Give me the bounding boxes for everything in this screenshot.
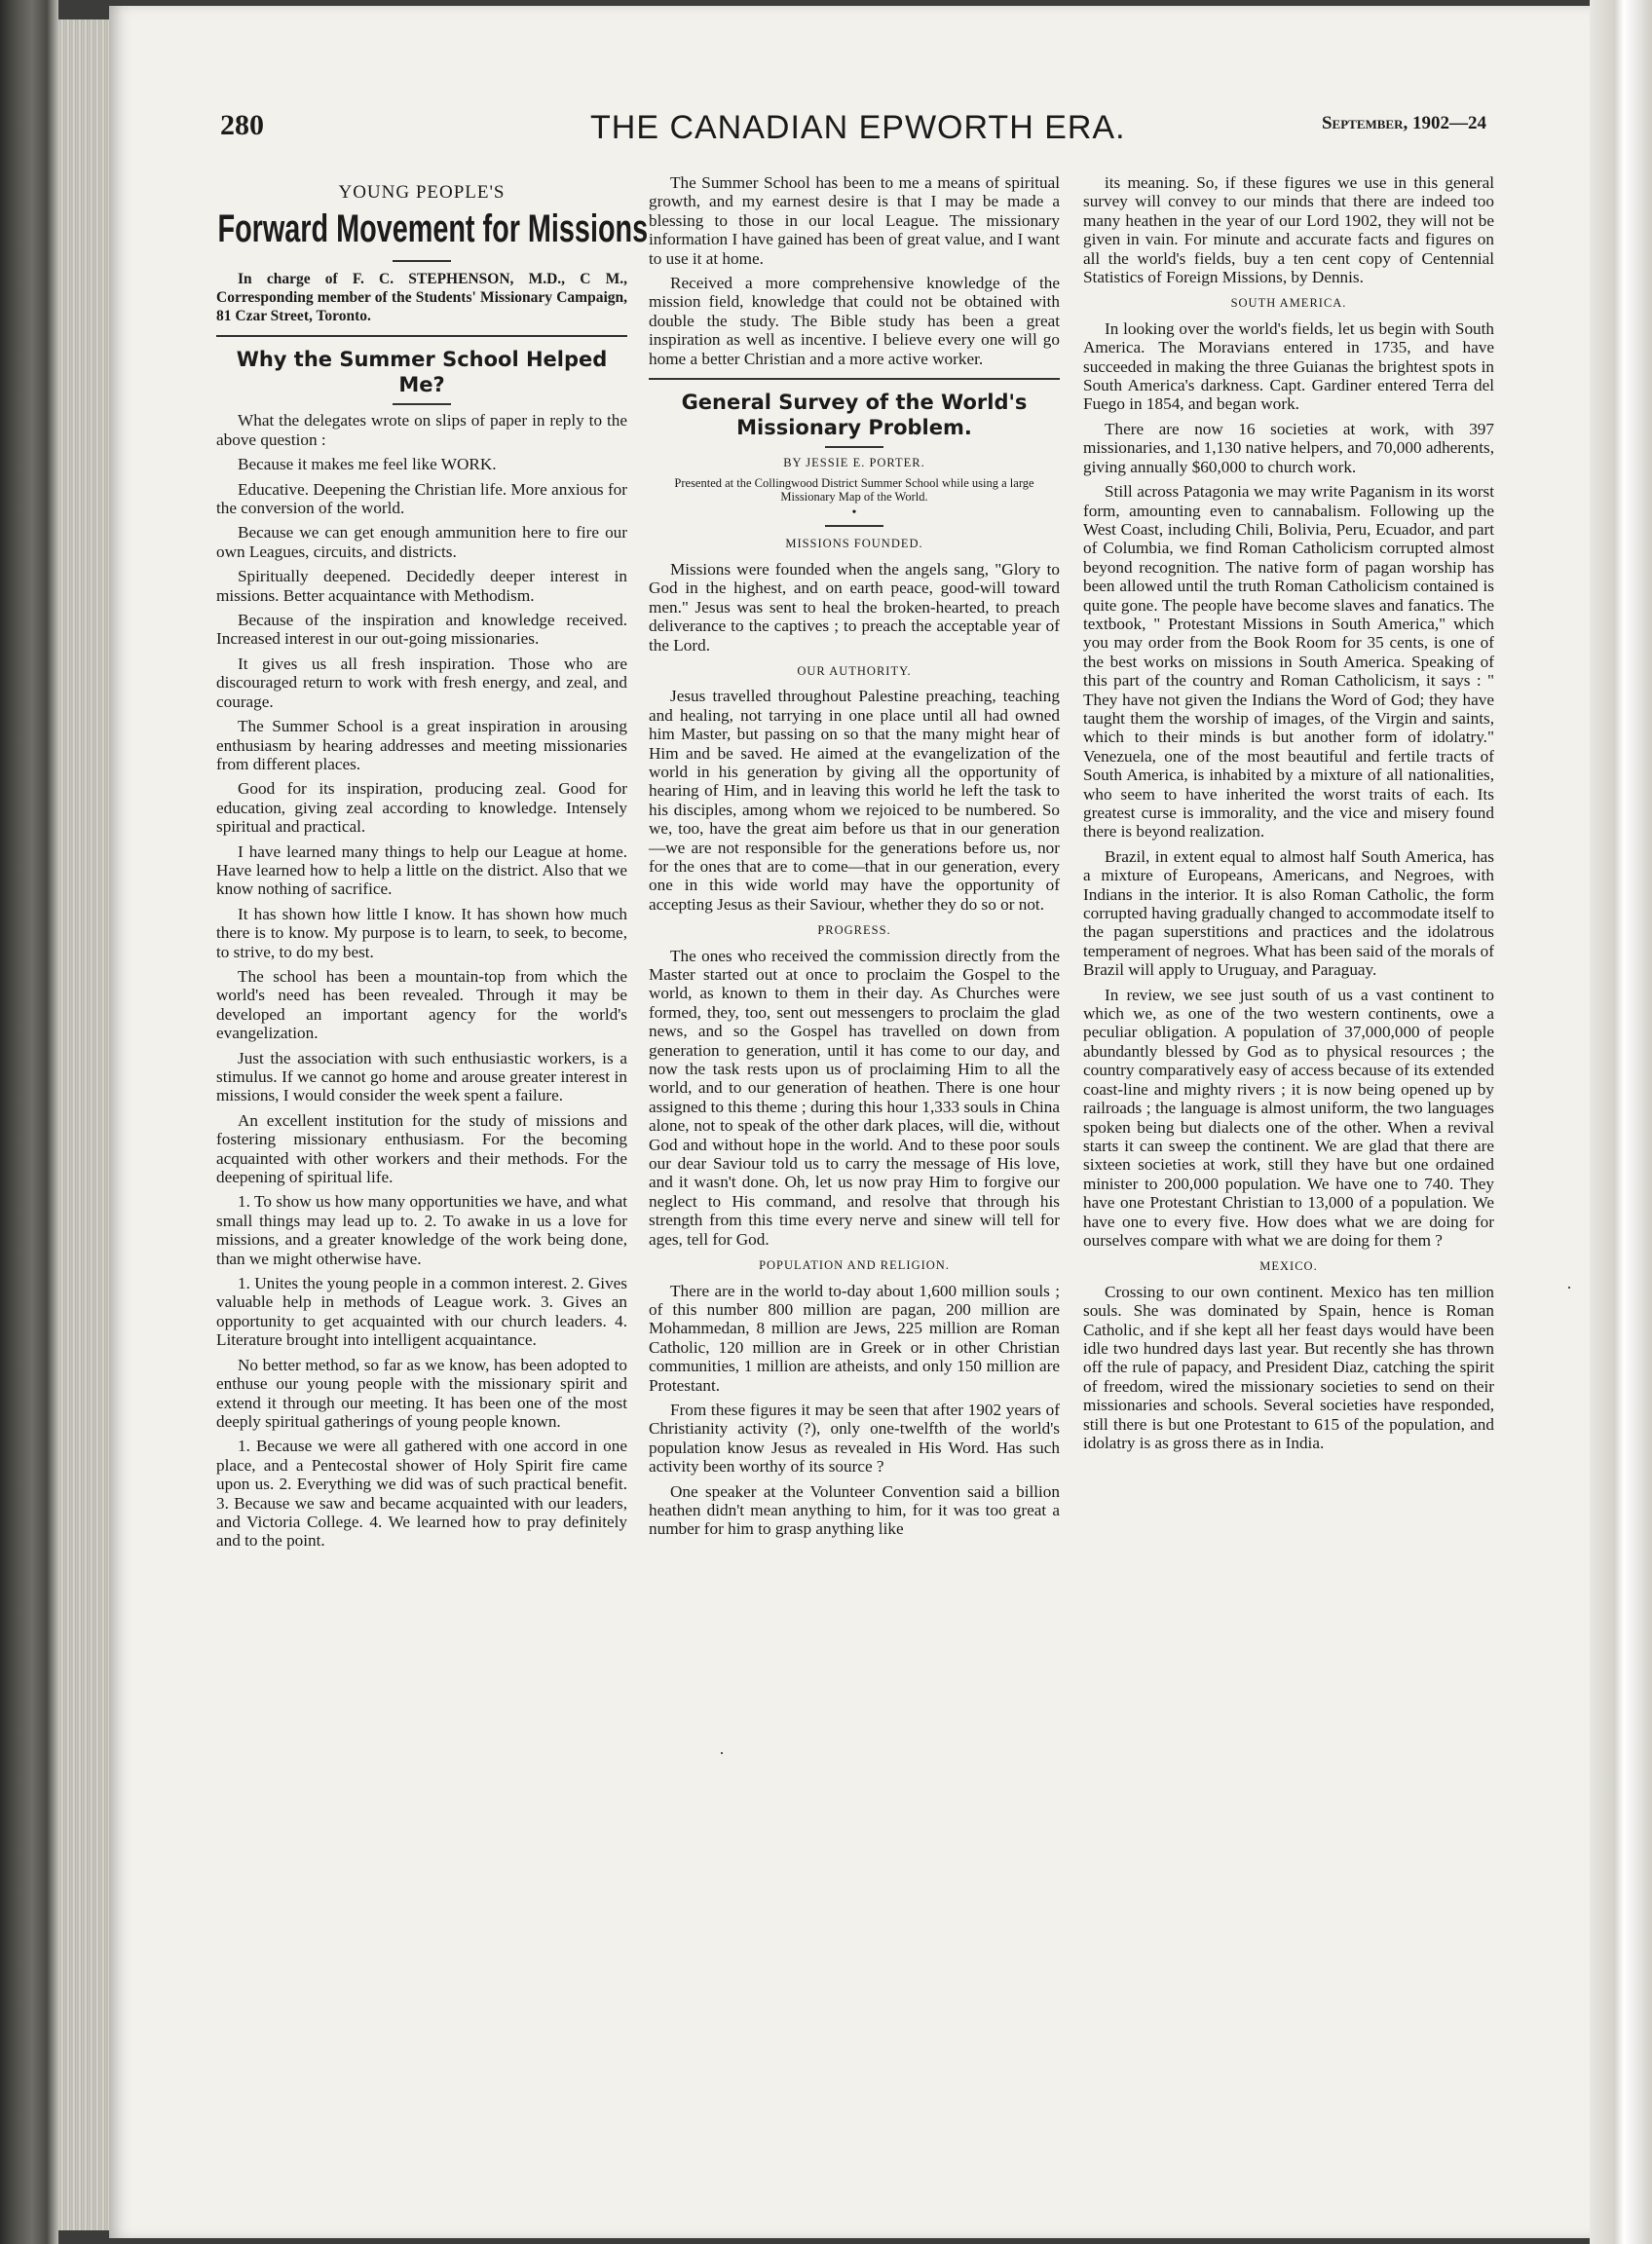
right-margin-edge <box>1590 0 1652 2244</box>
article-title: Why the Summer School Helped Me? <box>236 348 608 397</box>
page-number: 280 <box>220 109 264 141</box>
paragraph: The ones who received the commission directly from the Master started out at once to proclaim the Gospel to the world, as known to them in their day. As Churches were formed, they, too, sent out messengers to proclaim the glad news, and so the Gospel has travelled on down from generation to generation, until it has come to our day, and now the task rests upon us of proclaiming Him to all the world, and to our generation of heathen. There is one hour assigned to this theme ; during this hour 1,333 souls in China alone, not to speak of the other dark places, will die, without God and without hope in the world. And to these poor souls our dear Saviour told us to carry the message of His love, and it wasn't done. Oh, let us now pray Him to forgive our neglect to His command, and resolve that through his strength from this time every nerve and sinew will tell for ages, tell for God. <box>649 946 1060 1249</box>
page-stack-edge <box>58 19 115 2230</box>
paragraph: Jesus travelled throughout Palestine preaching, teaching and healing, not tarrying in one place until all had owned him Master, but passing on so that the many might hear of Him and be saved. He aimed at the evangelization of the world in his generation by giving all the opportunity of hearing of Him, and in leaving this world he left the task to his disciples, among whom we rejoiced to be numbered. So we, too, have the great aim before us that in our generation—we are not responsible for the generations before us, nor for the ones that are to come—that in our generation, every one in this wide world may have the opportunity of accepting Jesus as their Saviour, whether they do so or not. <box>649 687 1060 914</box>
paragraph: 1. To show us how many opportunities we have, and what small things may lead up to. 2. To awake in us a love for missions, and a greater knowledge of the work being done, than we might otherwise have. <box>216 1192 627 1268</box>
paragraph: 1. Because we were all gathered with one accord in one place, and a Pentecostal shower of Holy Spirit fire came upon us. 2. Everything we did was of such practical benefit. 3. Because we saw and became acquainted with our leaders, and Victoria College. 4. We learned how to pray definitely and to the point. <box>216 1437 627 1551</box>
section-heading: MISSIONS FOUNDED. <box>785 537 923 551</box>
paragraph: Spiritually deepened. Decidedly deeper interest in missions. Better acquaintance with Methodism. <box>216 567 627 605</box>
section-heading: MEXICO. <box>1259 1259 1318 1274</box>
paragraph: The school has been a mountain-top from which the world's need has been revealed. Through it may be developed an important agency for the world's evangelization. <box>216 966 627 1043</box>
paragraph: It gives us all fresh inspiration. Those who are discouraged return to work with fresh energy, and zeal, and courage. <box>216 654 627 711</box>
paragraph: The Summer School has been to me a means of spiritual growth, and my earnest desire is that I may be made a blessing to those in our local League. The missionary information I have gained has been of great value, and I want to use it at home. <box>649 173 1060 268</box>
issue-date: September, 1902—24 <box>1321 113 1486 133</box>
article-sections <box>1083 294 1494 1452</box>
divider <box>825 446 883 448</box>
paragraph: Still across Patagonia we may write Paganism in its worst form, amounting even to cannabalism. Following up the West Coast, including Chili, Bolivia, Peru, Ecuador, and part of Columbia, we find Roman Catholicism corrupted almost beyond recognition. The native form of pagan worship has been allowed until the truth Roman Catholicism contained is quite gone. The people have become slaves and fanatics. The textbook, " Protestant Missions in South America," which you may order from the Book Room for 35 cents, is one of the best works on missions in South America. Speaking of this part of the country and Roman Catholicism, it says : " They have not given the Indians the Word of God; they have taught them the worship of images, of the Virgin and saints, which to their minds is but another form of idolatry." Venezuela, one of the most beautiful and fertile tracts of South America, is inhabited by a mixture of all nationalities, who seem to have inherited the worst traits of each. Its greatest curse is immorality, and the vice and misery found there is beyond realization. <box>1083 482 1494 842</box>
journal-title: THE CANADIAN EPWORTH ERA. <box>590 109 1126 146</box>
paragraph: Because we can get enough ammunition here to fire our own Leagues, circuits, and districts. <box>216 523 627 561</box>
paragraph: It has shown how little I know. It has shown how much there is to know. My purpose is to learn, to seek, to become, to strive, to do my best. <box>216 904 627 961</box>
presentation-note: Presented at the Collingwood District Summer School while using a large Missionary Map of the World. <box>674 476 1034 505</box>
department-subtitle: YOUNG PEOPLE'S <box>338 182 506 203</box>
paragraph: Just the association with such enthusiastic workers, is a stimulus. If we cannot go home and arouse greater interest in missions, I would consider the week spent a failure. <box>216 1048 627 1105</box>
column-2 <box>649 173 1060 1545</box>
paragraph: There are in the world to-day about 1,600 million souls ; of this number 800 million are pagan, 200 million are Mohammedan, 8 million are Jews, 225 million are Roman Catholic, 120 million are in Greek or in other Christian communities, 1 million are atheists, and only 150 million are Protestant. <box>649 1281 1060 1395</box>
paragraph: What the delegates wrote on slips of paper in reply to the above question : <box>216 411 627 449</box>
ornament-dot: • <box>851 505 857 521</box>
article-body <box>216 411 627 1550</box>
department-editor-note: In charge of F. C. STEPHENSON, M.D., C M., Corresponding member of the Students' Missionary Campaign, 81 Czar Street, Toronto. <box>216 271 627 325</box>
paragraph: Brazil, in extent equal to almost half South America, has a mixture of Europeans, Americans, and Negroes, with Indians in the interior. It is also Roman Catholic, the form corrupted having gradually changed to accommodate itself to the pagan superstitions and practices and the idolatrous temperament of negroes. What has been said of the morals of Brazil will apply to Uruguay, and Paraguay. <box>1083 846 1494 980</box>
paragraph: Missions were founded when the angels sang, "Glory to God in the highest, and on earth peace, good-will toward men." Jesus was sent to heal the broken-hearted, to preach deliverance to the captives ; to preach the acceptable year of the Lord. <box>649 559 1060 654</box>
article-continuation <box>649 173 1060 368</box>
paragraph: The Summer School is a great inspiration in arousing enthusiasm by hearing addresses and meeting missionaries from different places. <box>216 717 627 773</box>
section-heading: POPULATION AND RELIGION. <box>759 1258 950 1273</box>
paragraph: From these figures it may be seen that after 1902 years of Christianity activity (?), only one-twelfth of the world's population know Jesus as revealed in His Word. Has such activity been worthy of its source ? <box>649 1400 1060 1477</box>
paragraph: An excellent institution for the study of missions and fostering missionary enthusiasm. For the becoming acquainted with other workers and their methods. For the deepening of spiritual life. <box>216 1110 627 1187</box>
section-heading: OUR AUTHORITY. <box>797 663 912 678</box>
divider <box>649 378 1060 380</box>
divider <box>393 260 451 262</box>
paragraph: Crossing to our own continent. Mexico has ten million souls. She was dominated by Spain, hence is Roman Catholic, and if she kept all her feast days would have been idle two hundred days last year. But recently she has thrown off the rule of papacy, and President Diaz, catching the spirit of freedom, wired the missionary societies to send on their missionaries and schools. Several societies have responded, still there is but one Protestant to 615 of the population, and idolatry is as gross there as in India. <box>1083 1282 1494 1452</box>
column-3 <box>1083 173 1494 1458</box>
paragraph: Good for its inspiration, producing zeal. Good for education, giving zeal according to knowledge. Intensely spiritual and practical. <box>216 779 627 837</box>
column-1 <box>216 173 649 1556</box>
paragraph: I have learned many things to help our League at home. Have learned how to help a little on the district. Also that we know nothing of sacrifice. <box>216 842 627 899</box>
ink-mark: · <box>1566 1278 1572 1297</box>
divider <box>825 525 883 527</box>
paragraph: No better method, so far as we know, has been adopted to enthuse our young people with the missionary spirit and extend it through our meeting. It has been one of the most deeply spiritual gatherings of young people known. <box>216 1355 627 1431</box>
paragraph: There are now 16 societies at work, with 397 missionaries, and 1,130 native helpers, and 70,000 adherents, giving annually $60,000 to church work. <box>1083 419 1494 476</box>
paragraph: 1. Unites the young people in a common interest. 2. Gives valuable help in methods of League work. 3. Gives an opportunity to get acquainted with our church leaders. 4. Literature brought into intelligent acquaintance. <box>216 1274 627 1350</box>
book-binding <box>0 0 58 2244</box>
paragraph: its meaning. So, if these figures we use in this general survey will convey to our minds that there are indeed too many heathen in the year of our Lord 1902, they will not be given in vain. For minute and accurate facts and figures on all the world's fields, buy a ten cent copy of Centennial Statistics of Foreign Missions, by Dennis. <box>1083 173 1494 287</box>
article-title: General Survey of the World's Missionary Problem. <box>681 391 1028 440</box>
article-continuation <box>1083 173 1494 286</box>
page-header <box>220 109 1486 152</box>
article-sections <box>649 535 1060 1538</box>
paragraph: In review, we see just south of us a vast continent to which we, as one of the two western continents, owe a peculiar obligation. A population of 37,000,000 of people abundantly blessed by God as to physical resources ; the country comparatively easy of access because of its extended coast-line and mighty rivers ; it is now being opened up by railroads ; the language is almost uniform, the two languages spoken being but dialects one of the other. When a revival starts it can sweep the continent. We are glad that there are sixteen societies at work, still they have but one ordained minister to 200,000 population. We have one to 740. They have one Protestant Christian to 13,000 of a population. We have one to every five. How does what we are doing for ourselves compare with what we are doing for them ? <box>1083 985 1494 1250</box>
divider <box>393 403 451 405</box>
byline: BY JESSIE E. PORTER. <box>783 456 925 470</box>
paragraph: In looking over the world's fields, let us begin with South America. The Moravians entered in 1735, and have succeeded in making the three Guianas the brightest spots in South America's darkness. Capt. Gardiner entered Terra del Fuego in 1854, and began work. <box>1083 318 1494 414</box>
section-heading: PROGRESS. <box>817 923 891 938</box>
paragraph: Received a more comprehensive knowledge of the mission field, knowledge that could not be obtained with double the study. The Bible study has been a great inspiration as well as incentive. I believe every one will go home a better Christian and a more active worker. <box>649 274 1060 368</box>
ink-mark: · <box>719 1743 725 1763</box>
section-heading: SOUTH AMERICA. <box>1230 296 1347 311</box>
paragraph: Because it makes me feel like WORK. <box>238 455 497 474</box>
paragraph: One speaker at the Volunteer Convention said a billion heathen didn't mean anything to him, for it was too great a number for him to grasp anything like <box>649 1481 1060 1539</box>
divider <box>216 335 627 337</box>
department-title: Forward Movement for Missions <box>217 207 649 251</box>
paragraph: Because of the inspiration and knowledge received. Increased interest in our out-going missionaries. <box>216 611 627 649</box>
paragraph: Educative. Deepening the Christian life. More anxious for the conversion of the world. <box>216 479 627 518</box>
